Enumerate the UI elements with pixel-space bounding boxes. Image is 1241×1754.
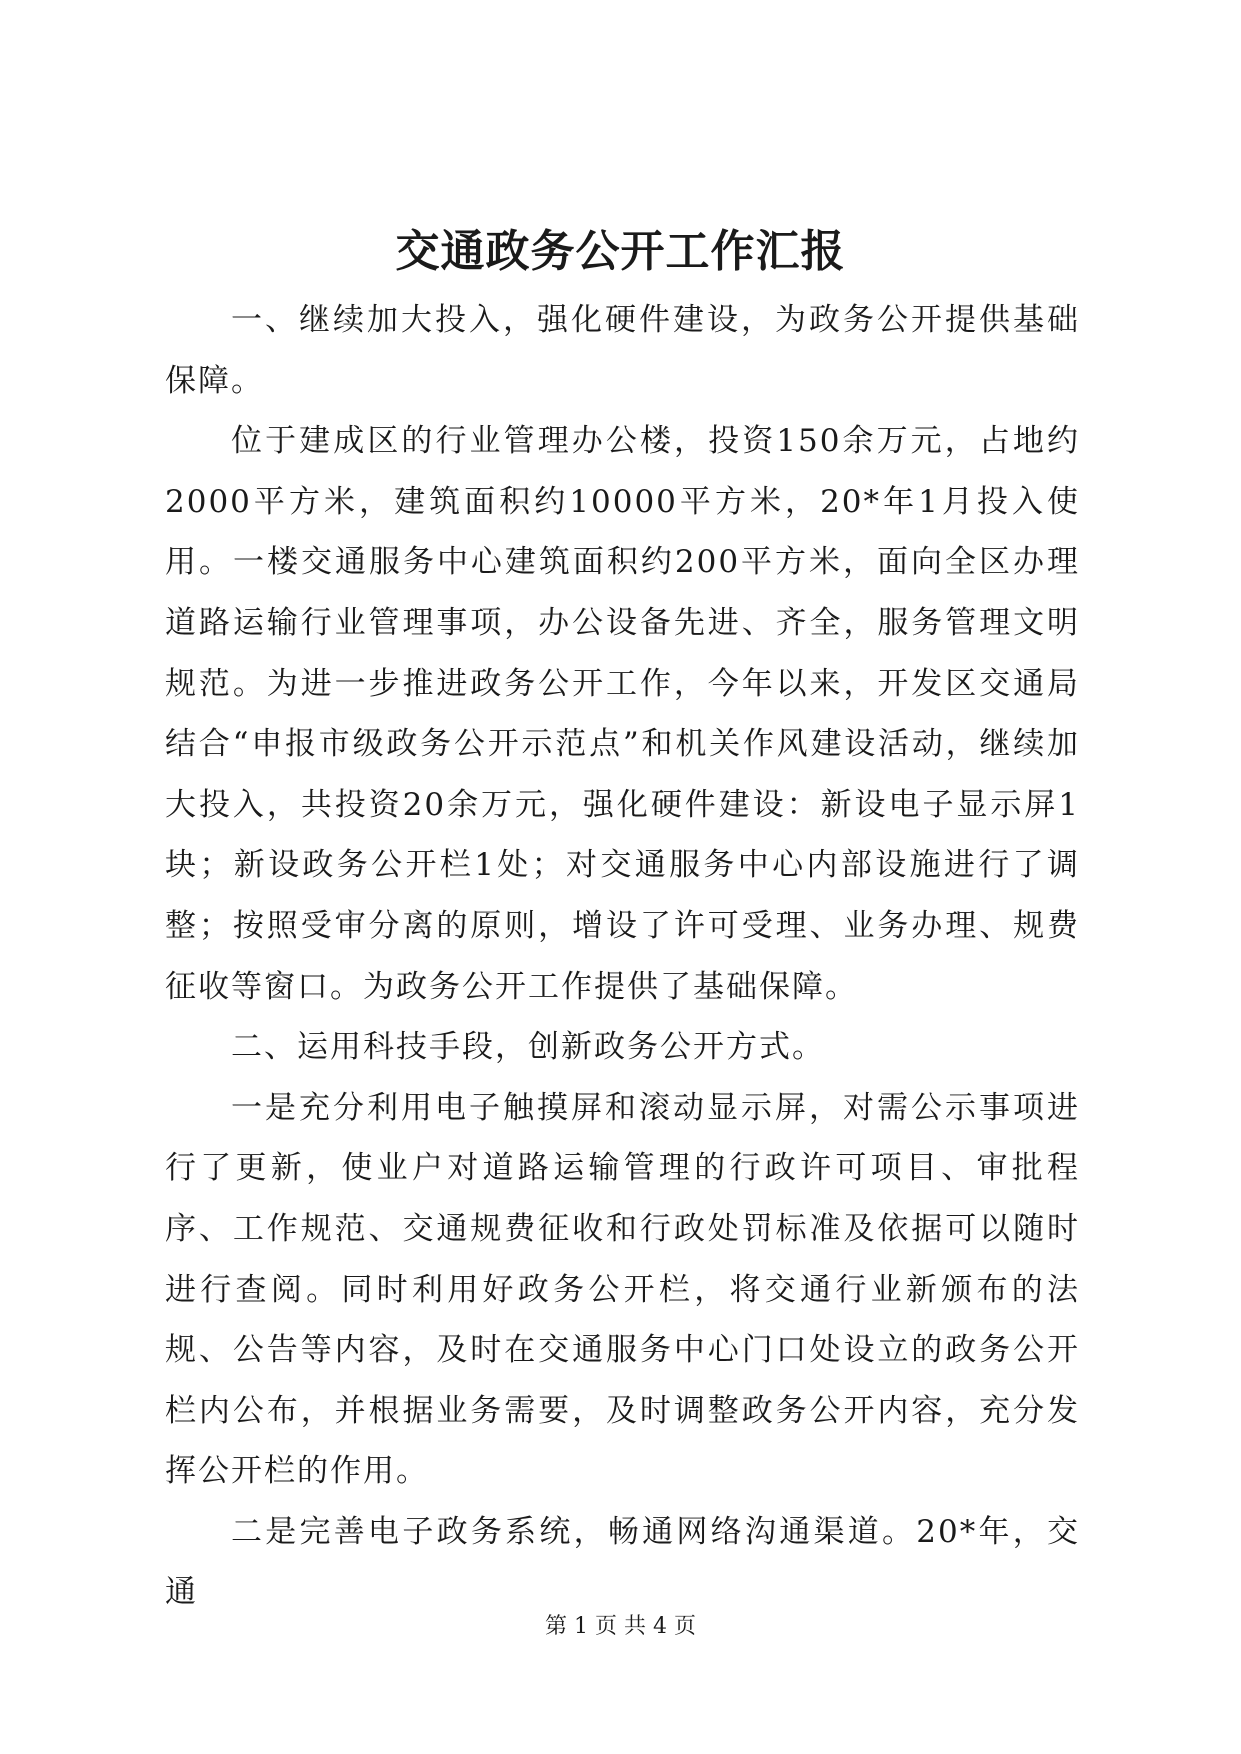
paragraph-section-2-heading: 二、运用科技手段，创新政务公开方式。: [231, 1029, 825, 1066]
page-title: 交通政务公开工作汇报: [395, 226, 846, 277]
document-body: [165, 290, 1080, 1623]
paragraph-section-1-heading: 一、继续加大投入，强化硬件建设，为政务公开提供基础保障。: [165, 302, 1080, 399]
paragraph-office-building: 位于建成区的行业管理办公楼，投资150余万元，占地约2000平方米，建筑面积约10000平方米，20*年1月投入使用。一楼交通服务中心建筑面积约200平方米，面向全区办理道路运输行业管理事项，办公设备先进、齐全，服务管理文明规范。为进一步推进政务公开工作，今年以来，开发区交通局结合“申报市级政务公开示范点”和机关作风建设活动，继续加大投入，共投资20余万元，强化硬件建设：新设电子显示屏1块；新设政务公开栏1处；对交通服务中心内部设施进行了调整；按照受审分离的原则，增设了许可受理、业务办理、规费征收等窗口。为政务公开工作提供了基础保障。: [165, 423, 1080, 1005]
paragraph-e-government: 二是完善电子政务系统，畅通网络沟通渠道。20*年，交通: [165, 1513, 1080, 1611]
page-number-footer: 第 1 页 共 4 页: [545, 1614, 696, 1639]
paragraph-touch-screen: 一是充分利用电子触摸屏和滚动显示屏，对需公示事项进行了更新，使业户对道路运输管理的行政许可项目、审批程序、工作规范、交通规费征收和行政处罚标准及依据可以随时进行查阅。同时利用好政务公开栏，将交通行业新颁布的法规、公告等内容，及时在交通服务中心门口处设立的政务公开栏内公布，并根据业务需要，及时调整政务公开内容，充分发挥公开栏的作用。: [165, 1089, 1080, 1490]
